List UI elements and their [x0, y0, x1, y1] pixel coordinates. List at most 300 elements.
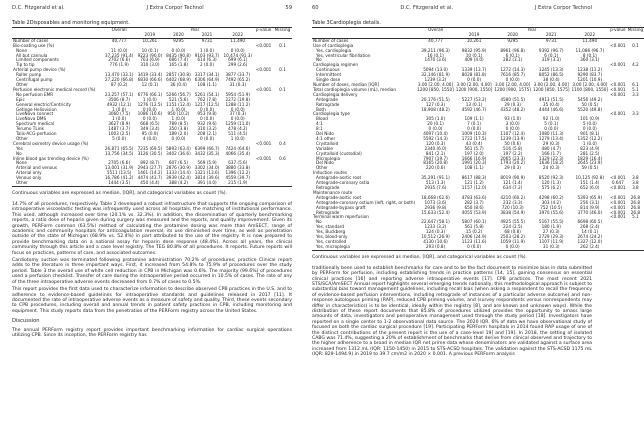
table-cell: 3.8 [632, 175, 639, 181]
table-cell: 5261 (54.1) [194, 91, 220, 97]
table-cell: <0.001 [610, 81, 626, 87]
row-label: Variable [316, 145, 333, 151]
row-label: Antegrade-aortic root [316, 175, 362, 181]
table-cell: 0.4 [279, 140, 286, 146]
table-cell: 24 (0.3) [542, 165, 560, 171]
table-cell: 5954 (51.9) [225, 91, 251, 97]
table-cell: 92 (1.0) [542, 116, 560, 122]
row-label: No [316, 57, 322, 63]
table-cell: 5.1 [632, 86, 639, 92]
table-cell: 29 (0.3) [542, 140, 560, 146]
table-cell: 26.8 [630, 199, 641, 205]
table-cell: 652 (6.0) [580, 185, 600, 190]
table-cell: 9223 (90.0) [137, 52, 163, 58]
table-cell: <0.001 [610, 194, 626, 200]
table-cell: 10,474 (91.3) [223, 52, 253, 58]
table-cell: 29 (0.3) [504, 101, 521, 107]
table-cell: 220 (0.6) [425, 165, 446, 171]
table-cell: 953 (9.8) [197, 111, 217, 117]
table-cell: 121 (1.2) [464, 180, 484, 186]
row-label: Number of cases [313, 37, 349, 43]
table-cell: 22,647 (58.1) [421, 219, 450, 225]
table-cell: 1279 (13.4) [538, 135, 564, 141]
table-cell: 2340 (6.0) [424, 145, 447, 151]
table-cell: 26.8 [630, 204, 641, 210]
table-cell: 16,786 (41.2) [104, 175, 134, 181]
column-header: p-value [610, 27, 626, 32]
table-cell: 6306 (64.9) [194, 77, 220, 83]
table-cell: 8520 (92.3) [538, 175, 564, 181]
table-cell: 823 (4.9) [580, 145, 600, 151]
table-cell: 1333 (14.4) [166, 170, 191, 176]
table-cell: 349 (3.4) [140, 126, 160, 132]
table-cell: 0 (0.0) [493, 245, 532, 250]
header-page-number: 59 [285, 5, 292, 11]
table-cell: 50 (0.6) [504, 140, 521, 146]
table-cell: 10,512 (26.9) [421, 234, 450, 240]
section-heading: Discussion [12, 318, 40, 325]
table-cell: 1157 (12.0) [461, 185, 487, 190]
row-label: LiveNova DMS [16, 116, 47, 122]
table-cell: 18,668 (62.6) [421, 194, 450, 200]
row-label: Yes, ventricular fibrillation [316, 52, 371, 58]
body-text [12, 202, 292, 338]
table-cell: 1288 (11.2) [225, 101, 251, 107]
table-cell: 0 (0.0) [505, 77, 520, 83]
table-cell: 197 (2.0) [464, 150, 484, 156]
table-cell: 1200 [900, 1575] [494, 86, 531, 92]
row-label: Induction routes [313, 170, 348, 176]
row-label: Both [316, 106, 326, 112]
table-cell: 0 (0.0) [505, 126, 520, 132]
table-cell: 1123 (11.6) [461, 238, 487, 244]
table-cell: 9731 [545, 37, 557, 43]
table-cell: 26,871 (65.5) [104, 145, 134, 151]
table-cell: 1793 (20.2) [500, 160, 525, 166]
row-label: No [316, 219, 322, 225]
table-cell: 478 (4.2) [228, 126, 248, 132]
table-cell: 1327 (12.0) [577, 238, 603, 244]
body-text [312, 266, 592, 358]
table-cell: 4580 (51.5) [500, 96, 525, 102]
column-header: Overall [103, 28, 136, 33]
table-cell: 0 (0.0) [200, 116, 214, 122]
table-cell: 7907 (19.7) [423, 155, 448, 161]
table-cell: 9295 [507, 37, 518, 43]
table-cell: 0.1 [279, 86, 286, 92]
table-cell: 0.1 [279, 42, 286, 48]
row-label: Maintenance route [313, 189, 353, 195]
table-cell: 3432 (35.3) [194, 150, 220, 156]
row-label: Roller pump [16, 72, 42, 78]
table-cell: 5456 (49.2) [577, 96, 603, 102]
table-cell: 6 (0.1) [505, 52, 520, 58]
table-cell: 720 (10.3) [501, 204, 524, 210]
table-cell: 121 (1.4) [503, 180, 523, 186]
table-cell: 5.1 [632, 214, 639, 220]
table-cell: <0.001 [255, 67, 272, 73]
table-cell: 4210 (60.2) [500, 194, 525, 200]
table-cell: 3.00 [2.00, 4.00] [533, 81, 569, 87]
header-journal: J Extra Corpor Technol [146, 5, 204, 11]
row-label: Cardioplegia type [313, 111, 350, 117]
table-cell: 9103 (93.7) [194, 52, 220, 58]
table-cell: 27 (0.3) [542, 229, 560, 235]
table-cell: 1444 (3.5) [103, 181, 136, 186]
table-cell: <0.001 [610, 185, 626, 190]
table-cell: <0.001 [610, 42, 626, 48]
row-label: Intermittent [316, 72, 342, 78]
table-cell: 7 (0.1) [467, 121, 482, 127]
table-cell: 650 (8.6) [464, 204, 484, 210]
table-cell: 0 (0.0) [142, 106, 157, 112]
table-cell: 3.8 [632, 185, 639, 190]
row-label: Other [12, 181, 103, 186]
table-cell: 5893 (63.4) [166, 145, 191, 151]
table-cell: 3880 (33.8) [225, 165, 251, 171]
table-cell: 281 (2.5) [580, 150, 600, 156]
table-cell: <0.001 [610, 111, 626, 117]
table-cell: 409 (4.0) [464, 57, 484, 63]
right-page [300, 0, 644, 425]
year-group-header: Year [455, 28, 609, 33]
table-cell: 8052 (86.5) [538, 72, 564, 78]
table-cell: 293 (0.8) [416, 245, 455, 250]
table-cell: 3970 (55.6) [538, 209, 564, 215]
table-cell: 3 (0.0) [505, 121, 520, 127]
table-cell: 262 (2.4) [571, 245, 610, 250]
table-cell: 950 (10.2) [167, 111, 190, 117]
table-cell: <0.001 [610, 86, 626, 92]
table-cell: 5520 (49.8) [577, 106, 603, 112]
table-cell: 0 (0.0) [230, 116, 245, 122]
table-cell: 10,261 [142, 37, 158, 43]
table-cell: 3402 (36.6) [166, 150, 191, 156]
table-cell: 516 (5.8) [503, 145, 523, 151]
table-cell: 8435 (90.8) [166, 52, 191, 58]
paragraph: The annual PERForm registry report provides important benchmarking information for cardiac surgical operations utilizing CPB. Since its inception, the PERForm registry has [12, 327, 292, 338]
table-cell: 120 (1.3) [541, 180, 561, 186]
row-label: Limited components [16, 57, 59, 63]
table-cell: 2674 (24.2) [577, 234, 603, 240]
row-label: Single dose [316, 77, 341, 83]
table-cell: <0.001 [610, 62, 626, 68]
column-header: 2021 [193, 33, 222, 38]
table-cell: 2935 (7.6) [424, 185, 447, 190]
table-cell: 124 (0.3) [425, 229, 446, 235]
table-cell: 3877 (33.7) [225, 72, 251, 78]
table-cell: 5592 (14.3) [423, 135, 448, 141]
table-cell: 2857 (30.8) [166, 72, 191, 78]
table-cell: 1 (0.0) [230, 135, 245, 141]
table-cell: 1487 (3.7) [108, 126, 131, 132]
table-cell: 13,470 (33.1) [104, 72, 134, 78]
table-cell: 3419 (33.4) [137, 72, 163, 78]
table-cell: 637 (5.6) [228, 160, 248, 166]
table-cell: 165 (1.8) [168, 62, 189, 68]
row-label: LiveNova connect [16, 111, 54, 117]
table-cell: 762 (7.8) [197, 96, 217, 102]
table-cell: 15,633 (52.4) [421, 209, 450, 215]
table-cell: 4066 (35.4) [225, 150, 251, 156]
row-label: Talis-ACG-perfusion [16, 131, 57, 137]
table-cell: 0 (0.0) [200, 106, 214, 112]
row-label: Antegrade [316, 96, 338, 102]
table-cell: 1276 (12.5) [137, 101, 163, 107]
table-cell: 3126 (30.5) [137, 150, 163, 156]
table-cell: 0 (0.0) [455, 245, 494, 250]
table-caption: Table 3Cardioplegia details. [312, 20, 381, 26]
row-label: Del Nido [316, 160, 334, 166]
table-cell: 282 (3.7) [464, 199, 484, 205]
table-cell: 299 (2.6) [228, 62, 248, 68]
table-cell: 4913 (51.5) [538, 96, 564, 102]
table-cell: 10 (0.1) [141, 47, 159, 53]
row-label: Spectrum medical [16, 121, 55, 127]
table-cell: 4592 (46.7) [461, 106, 487, 112]
column-header: Missing [627, 27, 644, 32]
table-cell: 20,176 (51.5) [421, 96, 450, 102]
row-label: Cardioplegia delivery [313, 91, 358, 97]
row-label: No perfusion EMR [16, 91, 54, 97]
table-cell: 569 (5.9) [197, 160, 217, 166]
table-cell: 1470 (3.6) [424, 57, 447, 63]
row-label: Yes, controlled [316, 238, 347, 244]
row-label: Antegrade-aortic root [316, 194, 362, 200]
table-cell: 10,261 [466, 37, 482, 43]
table-cell: 232 (3.3) [503, 199, 523, 205]
paragraph: 14.7% of all procedures, respectively. Table 2 developed a robust infrastructure that supports the ongoing comparison of intraoperative viscoelastic testing was infrequently used across all hospitals, the matching of institutional performance. This used, although increased over time (20.1% vs. 32.3%). In addition, the dissemination of quarterly benchmarking reports, a ratio dose of heparin given during surgery was measured and the reports, and quality improvement. Given its growth, PERForm common (63.5%) method of calculating the protamine dosing was more than AmSECT, range of academic and community hospitals for anticoagulation reversal, its use diminished over time, as well as penetration outside of the state of Michigan (68.9% vs. 52.4%) in part attributed to the use of the registry. It is now prepared to provide benchmarking data on a national assay for heparin dose response (48.4%). Across all years, the clinical community through this article and a case level registry. The TEG 80.8% of all procedures. It reports. Future reports will focus on practices, patterns of care, and associated outcomes. [12, 202, 292, 256]
table-cell: 1107 (11.9) [538, 238, 564, 244]
table-cell: 521 (5.6) [168, 96, 189, 102]
table-cell: 752 (10.5) [540, 204, 563, 210]
table-cell: 1461 (14.2) [137, 170, 163, 176]
table-cell: 1009 (10.3) [461, 131, 487, 137]
column-header: Overall [416, 28, 455, 33]
table-cell: 40,777 [111, 37, 127, 43]
table-cell: 11,086 (96.7) [575, 47, 605, 53]
row-label: Yes, standard [316, 224, 344, 230]
table-cell: 59 (0.5) [581, 165, 599, 171]
table-cell: 1073 (3.6) [424, 199, 447, 205]
table-cell: 9290 (83.7) [577, 72, 603, 78]
table-cell: 166 (1.7) [541, 150, 561, 156]
table-cell: 0.647 [611, 180, 624, 186]
row-label: Yes, blood-only [316, 234, 348, 240]
table-cell: 575 (6.2) [541, 185, 561, 190]
table-cell: 3838 (54.9) [500, 209, 525, 215]
row-label: Arterial pump device (%) [13, 67, 66, 73]
table-cell: 180 (1.9) [541, 224, 561, 230]
table-cell: 561 (5.7) [464, 145, 484, 151]
row-label: Use of cardioplegia [313, 42, 354, 48]
table-cell: 2645 (23.9) [577, 160, 603, 166]
table-cell: 2 (0.0) [200, 62, 214, 68]
table-cell: 513 (1.3) [425, 180, 446, 186]
table-cell: 1239 (3.2) [424, 77, 447, 83]
table-cell: 8019 (90.9) [500, 175, 525, 181]
row-label: Total cardioplegia volume (mL), median [313, 86, 397, 92]
table-cell: 3506 (8.7) [108, 96, 131, 102]
table-cell: 50 (0.5) [581, 101, 599, 107]
paragraph: traditionally been used to establish benchmarks for care and to be the fact document to minimize bias in data submitted by PERForm for perfusion, including establishing trends in practice patterns [14, 15], gaining consensus on essential clinical practices [16] and reporting adverse intraoperative events [17]. CPB practices. The most recent 2021 STS/SCA/AmSECT Annual report highlights several emerging trends nationally, this methodological approach is subject to substantial bias toward management guidelines, including recall bias (when asking a respondent to recall the frequency of evidence-based perfusion interventions, including retrograde of instances of a particular adverse outcome) and non-response autologous priming (RAP), reduced CPB priming volume, and (survey respondents versus nonrespondents may differ in characteristics) is to be identical, ideally within the registry [8], and are known and unknown ways). While the distribution of these report documents that 85.8% of procedures utilized provides the opportunity to amass large amounts of data, investigators and perioperative management used through the study period [18]. Investigators have reported on a single center to 1-2 observational data source. The 2020 IQR. 6% of data we have observational study of focused on both the cardiac surgical procedure [19]. Participating PERForm hospitals in 2014 found RAP usage of one of the distinct contributions of the present report is the use of a case-level 19] and [19]. In 2018, the setting of isolated CABG was 71.4%, suggesting a 20% of establishment of benchmarks that derive from clinical observed and trajectory to the higher adherence to a broad in median IQR net prime data whose denominators are validated against a surface area increased from 1312 mL (IQR: 1150-1450) in 2015 to STS-ACSD hospitals. The validation against the STS-ACSD 1175 mL (IQR: 829-1494.9) in 2019 to 39.7 cm/m2 in 2020 × 0.001. A previous PERForm analysis [312, 265, 592, 358]
table-cell: 1233 (3.2) [424, 224, 447, 230]
table-cell: 0 (0.0) [582, 126, 597, 132]
table-cell: 11 (0.0) [110, 47, 128, 53]
table-cell: 1239 (13.9) [500, 135, 525, 141]
table-row [312, 88, 644, 93]
row-label: 8:1 [316, 126, 323, 132]
table-cell: 6402 (68.9) [166, 77, 191, 83]
table-cell: 35,291 (91.1) [421, 175, 450, 181]
table-cell: 0 (0.0) [171, 47, 186, 53]
table-cell: 1 (0.0) [171, 106, 186, 112]
table-cell: 0 (0.0) [467, 77, 482, 83]
table-cell: 26.8 [630, 194, 641, 200]
table-cell [627, 245, 644, 250]
table-cell: 686 (7.4) [168, 57, 189, 63]
table-cell [254, 181, 273, 186]
row-label: Yes, cardioplegia [316, 47, 352, 53]
table-cell: 8961 (96.8) [500, 47, 525, 53]
table-cell: 40,777 [428, 37, 443, 43]
table-cell: 4055 (53.9) [461, 209, 487, 215]
table-cell: 0 (0.0) [544, 126, 559, 132]
table-cell: 776 (1.9) [109, 62, 129, 68]
row-label: Cardioplegia regimen [313, 62, 358, 68]
table-cell: 4932 (12.1) [106, 101, 132, 107]
table-cell: 388 (4.2) [164, 181, 193, 186]
row-label: Yes [16, 145, 23, 151]
table-note: Continuous variables are expressed as median, [IQR], and categorical variables as count (%). [312, 254, 528, 260]
table-cell: 3.00 [2.00, 4.00] [417, 81, 454, 87]
table-cell: 3627 (8.9) [108, 121, 131, 127]
table-cell: 614 (6.3) [197, 57, 217, 63]
table-cell: 5511 (13.5) [106, 170, 132, 176]
table-cell: 3.8 [632, 180, 639, 186]
table-cell: 29 (0.3) [504, 165, 521, 171]
table-cell: 3814 (39.6) [194, 175, 220, 181]
column-header: 2020 [164, 33, 193, 38]
page-header [312, 4, 592, 12]
table-cell: <0.001 [610, 199, 626, 205]
table-cell: 27,220 (66.8) [104, 77, 134, 83]
table-cell: 2272 (19.8) [225, 96, 251, 102]
row-label: Terminal warm reperfusion [313, 214, 369, 220]
table-cell: 10 (0.1) [465, 52, 483, 58]
table-cell: 8028 (81.8) [461, 72, 487, 78]
table-cell: 1238 (11.2) [577, 67, 603, 73]
row-label: Tip to tip [16, 62, 35, 68]
table-cell: 11,490 [582, 37, 598, 43]
row-label: Getinge Heliovision [16, 106, 57, 112]
table-cell: 450 (4.4) [136, 181, 165, 186]
table-cell: 13,001 (31.9) [104, 165, 134, 171]
table-cell: 1217 (12.5) [194, 101, 220, 107]
row-label: Terumo TLink [16, 126, 44, 132]
table-cell: 93 (1.0) [504, 116, 521, 122]
row-label: Yes, microplegia [312, 245, 416, 250]
table-cell: <0.001 [610, 214, 626, 220]
table-cell: 23,257 (57.1) [104, 91, 134, 97]
table-cell: 5266 (56.7) [166, 91, 191, 97]
table-cell: 2936 (9.8) [424, 204, 447, 210]
table-cell: 3.00 [2.00, 4.00] [456, 81, 492, 87]
table-cell: 4130 (10.6) [423, 238, 448, 244]
table-cell: 18,908 (48.2) [421, 106, 450, 112]
table-cell: 1107 (12.4) [500, 131, 525, 137]
row-label: Blood [316, 116, 328, 122]
row-label: Retrograde [316, 185, 340, 190]
table-cell: 0.1 [632, 42, 639, 48]
row-label: Continuous [316, 67, 340, 73]
table-cell: 1321 (13.6) [194, 170, 220, 176]
table-cell: 1991 (20.3) [461, 160, 487, 166]
table-cell: 1329 (22.3) [538, 155, 564, 161]
column-header: Missing [274, 27, 291, 32]
table-cell: 5 (0.0) [582, 121, 597, 127]
table-cell: 32,146 (81.9) [421, 72, 450, 78]
row-label: Crystalloid [316, 140, 339, 146]
table-cell: 699 (6.1) [228, 57, 248, 63]
table-cell: 87 (0.2) [110, 81, 128, 87]
table-cell: <0.001 [255, 42, 272, 48]
row-label: No [16, 150, 22, 156]
table-cell: 1201 (10.9) [577, 77, 603, 83]
table-cell: 360 (3.1) [580, 57, 600, 63]
table-cell: 1396 (12.2) [225, 170, 251, 176]
row-label: Other [316, 165, 328, 171]
table-cell: 224 (2.5) [503, 224, 523, 230]
row-label: Antegrade-coronary ostia [316, 180, 370, 186]
table-cell: <0.001 [255, 140, 272, 146]
table-cell: 1829 (16.4) [577, 155, 603, 161]
table-cell: 0 (0.0) [467, 126, 482, 132]
table-cell: 20 (0.1) [427, 121, 444, 127]
table-cell: 5227 (53.2) [461, 96, 487, 102]
row-label: Inline blood gas trending device (%) [13, 155, 89, 161]
row-label: Cerebral oximetry device usage (%) [13, 140, 89, 146]
table-cell: 208 (2.1) [197, 131, 217, 137]
row-label: Arterial and venous [16, 165, 58, 171]
row-label: None [16, 160, 27, 166]
table-cell: 1 (0.0) [200, 47, 214, 53]
table-cell: 0.1 [279, 67, 286, 73]
row-label: Centrifugal pump [16, 77, 53, 83]
table-cell: 668 (6.5) [140, 121, 160, 127]
table-cell: 13 (0.1) [465, 101, 483, 107]
table-row [12, 181, 292, 186]
table-cell: 39,211 (96.3) [421, 47, 450, 53]
column-header: 2022 [571, 33, 610, 38]
table-cell: 35 (0.4) [542, 101, 560, 107]
table-cell: 36 (0.4) [170, 81, 187, 87]
table-cell: 37,235 (91.4) [104, 52, 134, 58]
table-cell: 9295 [173, 37, 184, 43]
paragraph: Cardiotomy suction was terminated following protamine administration 70.2% of procedures; practice Clinical report adds to the literature in three important ways. First, it increased from 54.8% to 75.9% of procedures over the study period. Table 3 the overall use of white cell reduction in CPB in Michigan was 0.6%. The majority (99.6%) of procedures used a perfusion checklist. Transfer of care during the intraoperative period occurred in 10.5% of cases. The rate of any of the three intraoperative adverse events decreased from 0.7% of cases to 0.5%. [12, 258, 292, 285]
table-cell: 511 (4.5) [228, 131, 248, 137]
table-cell: 6399 (66.7) [194, 145, 220, 151]
table-cell: 350 (3.8) [168, 126, 189, 132]
table-cell: 5094 (13.0) [423, 67, 448, 73]
table-cell: 480 (4.7) [541, 145, 561, 151]
row-label: Yes, Buckberg [316, 229, 346, 235]
table-cell: 109 (1.1) [464, 116, 484, 122]
table-cell: 8165 (20.8) [423, 160, 448, 166]
table-cell: 2943 (27.7) [137, 165, 163, 171]
table-cell: 68 (0.8) [504, 229, 521, 235]
row-label: 4:1 [316, 121, 323, 127]
